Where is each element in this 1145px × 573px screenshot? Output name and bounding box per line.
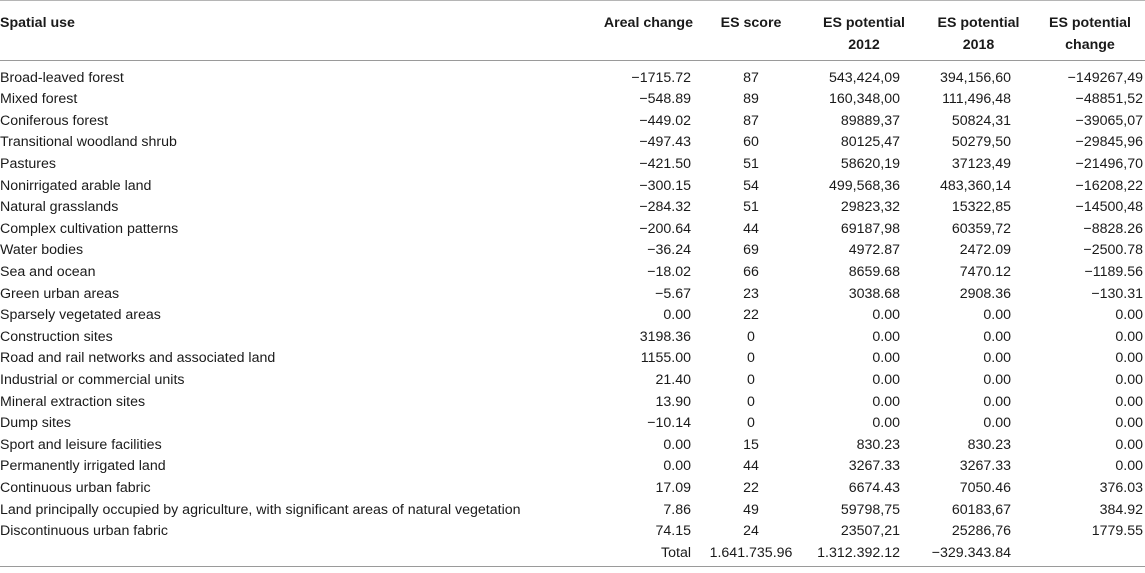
table-row <box>0 111 1145 133</box>
spatial-use-cell: Road and rail networks and associated land <box>0 350 276 367</box>
es-score-cell: 89 <box>743 91 759 108</box>
table-row <box>0 219 1145 241</box>
spatial-use-cell: Nonirrigated arable land <box>0 177 152 194</box>
es-potential-2018-cell: 483,360,14 <box>939 177 1011 194</box>
table-row <box>0 413 1145 435</box>
spatial-use-cell: Sparsely vegetated areas <box>0 307 161 324</box>
table-row <box>0 89 1145 111</box>
spatial-use-cell: Sport and leisure facilities <box>0 436 162 453</box>
es-potential-change-cell: 0.00 <box>1115 393 1143 410</box>
es-potential-2012-cell: 6674.43 <box>848 479 900 496</box>
es-potential-2012-cell: 0.00 <box>872 393 900 410</box>
es-score-cell: 0 <box>747 393 755 410</box>
es-potential-2018-cell: 0.00 <box>983 393 1011 410</box>
table-row <box>0 499 1145 521</box>
es-score-cell: 49 <box>743 501 759 518</box>
es-potential-change-cell: 384.92 <box>1099 501 1143 518</box>
header-es-potential-2012 <box>806 1 922 61</box>
es-potential-change-cell: 376.03 <box>1099 479 1143 496</box>
areal-change-cell: −200.64 <box>639 220 691 237</box>
spatial-use-cell: Permanently irrigated land <box>0 458 166 475</box>
es-potential-2018-cell: 2472.09 <box>959 242 1011 259</box>
spatial-use-cell: Land principally occupied by agriculture, with significant areas of natural vegetation <box>0 501 521 518</box>
es-potential-2018-cell: 37123,49 <box>951 156 1011 173</box>
es-potential-2012-cell: 0.00 <box>872 415 900 432</box>
es-potential-2012-cell: 80125,47 <box>840 134 900 151</box>
es-potential-change-cell: 0.00 <box>1115 350 1143 367</box>
spatial-use-cell: Transitional woodland shrub <box>0 134 177 151</box>
es-potential-2018-cell: 830.23 <box>967 436 1011 453</box>
es-potential-2012-cell: 23507,21 <box>840 523 900 540</box>
es-potential-change-cell: −8828.26 <box>1083 220 1143 237</box>
total-label: Total <box>582 542 696 567</box>
es-potential-2012-cell: 89889,37 <box>840 112 900 129</box>
areal-change-cell: −284.32 <box>639 199 691 216</box>
table-row <box>0 197 1145 219</box>
es-score-cell: 69 <box>743 242 759 259</box>
es-potential-2012-cell: 69187,98 <box>840 220 900 237</box>
table-row <box>0 391 1145 413</box>
spatial-use-cell: Coniferous forest <box>0 112 109 129</box>
es-potential-2012-cell: 0.00 <box>872 328 900 345</box>
es-potential-2018-cell: 50824,31 <box>951 112 1011 129</box>
areal-change-cell: −421.50 <box>639 156 691 173</box>
es-potential-2012-cell: 8659.68 <box>848 264 900 281</box>
es-score-cell: 23 <box>743 285 759 302</box>
table-header-row <box>0 1 1145 61</box>
es-score-cell: 22 <box>743 479 759 496</box>
es-potential-2018-cell: 0.00 <box>983 350 1011 367</box>
es-potential-2018-cell: 2908.36 <box>959 285 1011 302</box>
areal-change-cell: −5.67 <box>655 285 691 302</box>
es-potential-2012-cell: 29823,32 <box>840 199 900 216</box>
spatial-use-cell: Construction sites <box>0 328 113 345</box>
es-potential-change-cell: 0.00 <box>1115 307 1143 324</box>
areal-change-cell: −497.43 <box>639 134 691 151</box>
table-row <box>0 305 1145 327</box>
es-potential-change-cell: 0.00 <box>1115 458 1143 475</box>
areal-change-cell: −300.15 <box>639 177 691 194</box>
es-score-cell: 60 <box>743 134 759 151</box>
spatial-use-cell: Mixed forest <box>0 91 78 108</box>
es-potential-2018-cell: 7050.46 <box>959 479 1011 496</box>
spatial-use-cell: Continuous urban fabric <box>0 479 151 496</box>
table-row <box>0 154 1145 176</box>
es-potential-change-cell: −48851,52 <box>1075 91 1143 108</box>
es-potential-2012-cell: 58620,19 <box>840 156 900 173</box>
es-score-cell: 87 <box>743 70 759 86</box>
total-empty-change <box>1035 542 1145 567</box>
spatial-use-cell: Water bodies <box>0 242 84 259</box>
header-es-potential-2018 <box>922 1 1035 61</box>
areal-change-cell: −18.02 <box>647 264 691 281</box>
spatial-use-cell: Broad-leaved forest <box>0 70 124 86</box>
es-potential-2012-cell: 0.00 <box>872 350 900 367</box>
es-potential-2012-cell: 830.23 <box>856 436 900 453</box>
table-row <box>0 435 1145 457</box>
es-potential-2018-cell: 60183,67 <box>951 501 1011 518</box>
header-areal-change: Areal change <box>582 1 696 61</box>
es-score-cell: 15 <box>743 436 759 453</box>
areal-change-cell: −449.02 <box>639 112 691 129</box>
es-score-cell: 44 <box>743 220 759 237</box>
areal-change-cell: 17.09 <box>655 479 691 496</box>
areal-change-cell: 74.15 <box>655 523 691 540</box>
table-row <box>0 348 1145 370</box>
es-score-cell: 51 <box>743 199 759 216</box>
es-potential-2012-cell: 3038.68 <box>848 285 900 302</box>
es-potential-2012-cell: 3267.33 <box>848 458 900 475</box>
total-potential-2018: −329.343.84 <box>922 542 1035 567</box>
spatial-use-cell: Mineral extraction sites <box>0 393 146 410</box>
areal-change-cell: 7.86 <box>663 501 691 518</box>
es-score-cell: 66 <box>743 264 759 281</box>
header-es-score: ES score <box>696 1 806 61</box>
es-potential-2018-cell: 0.00 <box>983 372 1011 389</box>
es-potential-2018-cell: 50279,50 <box>951 134 1011 151</box>
es-potential-change-cell: −130.31 <box>1091 285 1143 302</box>
es-score-cell: 51 <box>743 156 759 173</box>
es-potential-change-cell: −39065,07 <box>1075 112 1143 129</box>
header-es-potential-2018-text: ES potential 2018 <box>937 15 1020 53</box>
es-potential-change-cell: −14500,48 <box>1075 199 1143 216</box>
spatial-use-cell: Green urban areas <box>0 285 120 302</box>
es-potential-change-cell: −2500.78 <box>1083 242 1143 259</box>
table-row <box>0 521 1145 543</box>
es-potential-2012-cell: 543,424,09 <box>828 70 900 86</box>
es-potential-2018-cell: 0.00 <box>983 307 1011 324</box>
es-score-cell: 44 <box>743 458 759 475</box>
areal-change-cell: 0.00 <box>663 436 691 453</box>
es-potential-2018-cell: 0.00 <box>983 328 1011 345</box>
es-potential-2018-cell: 7470.12 <box>959 264 1011 281</box>
es-potential-2012-cell: 59798,75 <box>840 501 900 518</box>
spatial-use-cell: Complex cultivation patterns <box>0 220 179 237</box>
es-score-cell: 87 <box>743 112 759 129</box>
es-score-cell: 0 <box>747 372 755 389</box>
es-potential-change-cell: −1189.56 <box>1084 264 1143 281</box>
header-es-potential-change-text: ES potential change <box>1049 15 1131 53</box>
areal-change-cell: −36.24 <box>647 242 691 259</box>
spatial-use-cell: Dump sites <box>0 415 71 432</box>
es-score-cell: 22 <box>743 307 759 324</box>
table-row <box>0 240 1145 262</box>
es-potential-2012-cell: 0.00 <box>872 307 900 324</box>
es-potential-change-cell: −16208,22 <box>1075 177 1143 194</box>
areal-change-cell: 3198.36 <box>639 328 691 345</box>
es-potential-2012-cell: 160,348,00 <box>828 91 900 108</box>
total-row <box>0 542 1145 567</box>
areal-change-cell: 13.90 <box>655 393 691 410</box>
header-spatial-use: Spatial use <box>0 1 582 61</box>
total-potential-2012: 1.312.392.12 <box>806 542 922 567</box>
es-score-cell: 0 <box>747 328 755 345</box>
es-potential-2018-cell: 0.00 <box>983 415 1011 432</box>
areal-change-cell: −1715.72 <box>631 70 691 86</box>
es-potential-2012-cell: 499,568,36 <box>828 177 900 194</box>
es-potential-2012-cell: 4972.87 <box>848 242 900 259</box>
es-potential-change-cell: 0.00 <box>1115 328 1143 345</box>
es-potential-2012-cell: 0.00 <box>872 372 900 389</box>
es-score-cell: 24 <box>743 523 759 540</box>
table-row <box>0 456 1145 478</box>
es-score-cell: 54 <box>743 177 759 194</box>
es-potential-2018-cell: 394,156,60 <box>939 70 1011 86</box>
total-empty-cell <box>0 542 582 567</box>
es-potential-2018-cell: 60359,72 <box>951 220 1011 237</box>
spatial-use-cell: Discontinuous urban fabric <box>0 523 168 540</box>
es-potential-change-cell: 0.00 <box>1115 415 1143 432</box>
areal-change-cell: 1155.00 <box>640 350 691 367</box>
es-potential-2018-cell: 15322,85 <box>951 199 1011 216</box>
spatial-use-cell: Industrial or commercial units <box>0 372 185 389</box>
table-body <box>0 61 1145 543</box>
es-potential-change-cell: −29845,96 <box>1075 134 1143 151</box>
spatial-use-cell: Natural grasslands <box>0 199 119 216</box>
table-row <box>0 370 1145 392</box>
es-potential-change-cell: 0.00 <box>1115 372 1143 389</box>
es-potential-2018-cell: 25286,76 <box>951 523 1011 540</box>
es-score-cell: 0 <box>747 350 755 367</box>
table-row <box>0 61 1145 90</box>
spatial-use-cell: Pastures <box>0 156 56 173</box>
areal-change-cell: −10.14 <box>647 415 691 432</box>
areal-change-cell: 0.00 <box>663 307 691 324</box>
table-row <box>0 327 1145 349</box>
es-potential-change-cell: −21496,70 <box>1075 156 1143 173</box>
es-potential-2018-cell: 3267.33 <box>959 458 1011 475</box>
table-row <box>0 262 1145 284</box>
es-potential-change-cell: 0.00 <box>1115 436 1143 453</box>
header-es-potential-2012-text: ES potential 2012 <box>823 15 905 53</box>
table-row <box>0 175 1145 197</box>
table-row <box>0 478 1145 500</box>
es-potential-change-cell: −149267,49 <box>1067 70 1143 86</box>
header-es-potential-change <box>1035 1 1145 61</box>
es-potential-change-cell: 1779.55 <box>1091 523 1143 540</box>
table-row <box>0 283 1145 305</box>
areal-change-cell: −548.89 <box>639 91 691 108</box>
areal-change-cell: 21.40 <box>655 372 691 389</box>
es-score-cell: 0 <box>747 415 755 432</box>
areal-change-cell: 0.00 <box>663 458 691 475</box>
es-potential-2018-cell: 111,496,48 <box>942 91 1011 108</box>
spatial-use-cell: Sea and ocean <box>0 264 96 281</box>
total-es-score: 1.641.735.96 <box>696 542 806 567</box>
table-row <box>0 132 1145 154</box>
